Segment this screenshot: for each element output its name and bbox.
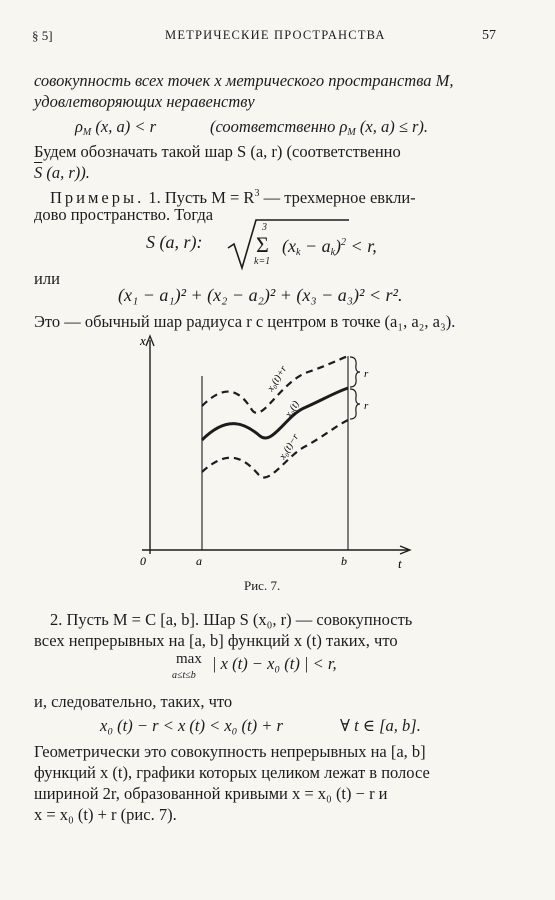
max-word: max: [176, 651, 202, 667]
sum-body-mid: − a: [300, 236, 331, 256]
intro-line-2: удовлетворяющих неравенству: [34, 92, 255, 111]
origin-label: 0: [140, 554, 146, 568]
closing-line-2: функций x (t), графики которых целиком лежат в полосе: [34, 763, 430, 782]
notation-closure-rest: (a, r)).: [42, 163, 90, 182]
figure-7: [136, 332, 416, 577]
axis-t-label: t: [398, 556, 402, 571]
formula-closed-prefix: (соответственно ρ: [210, 117, 348, 136]
ball-sentence: Это — обычный шар радиуса r с центром в точке (a₁, a₂, a₃).: [34, 312, 456, 331]
sum-body-sub2: k: [330, 247, 336, 258]
curve-middle-label: x₀(t): [283, 399, 302, 420]
brace-label-2: r: [364, 400, 369, 412]
curve-lower-label: x₀(t)−r: [277, 432, 302, 462]
sum-symbol: Σ: [256, 232, 269, 257]
brace-label-1: r: [364, 368, 369, 380]
band-inequality: x₀ (t) − r < x (t) < x₀ (t) + r: [100, 716, 283, 735]
closing-line-4: x = x₀ (t) + r (рис. 7).: [34, 805, 177, 824]
figure-7-plot: [136, 332, 416, 572]
curve-upper-label: x₀(t)+r: [265, 364, 290, 394]
example2-line-2: всех непрерывных на [a, b] функций x (t) таких, что: [34, 631, 398, 650]
closing-line-1: Геометрически это совокупность непрерывных на [a, b]: [34, 742, 426, 761]
intro-line-1: совокупность всех точек x метрического пространства M,: [34, 71, 454, 90]
point-b-label: b: [341, 554, 347, 568]
notation-line-2: [34, 162, 90, 184]
point-a-label: a: [196, 554, 202, 568]
examples-line-2: дово пространство. Тогда: [34, 205, 214, 224]
band-quantifier: ∀ t ∈ [a, b].: [340, 716, 421, 735]
example2-line-1: 2. Пусть M = C [a, b]. Шар S (x₀, r) — совокупность: [50, 610, 413, 629]
notation-line-1: Будем обозначать такой шар S (a, r) (соответственно: [34, 142, 401, 161]
curve-middle-solid: [202, 388, 348, 440]
examples-tail: — трехмерное евкли-: [259, 188, 416, 207]
formula-rho-sub: M: [82, 127, 92, 138]
figure-caption: Рис. 7.: [244, 578, 281, 593]
brace-lower: [350, 389, 360, 419]
formula-rho: ρ: [75, 117, 83, 136]
max-body: | x (t) − x₀ (t) | < r,: [212, 654, 337, 673]
sum-body-sup: 2: [341, 237, 347, 248]
consequently-line: и, следовательно, таких, что: [34, 692, 233, 711]
page-number: 57: [482, 28, 496, 43]
sum-body-open: (x: [282, 236, 296, 256]
sum-body-tail: < r,: [346, 236, 377, 256]
formula-expanded: (x₁ − a₁)² + (x₂ − a₂)² + (x₃ − a₃)² < r².: [118, 285, 403, 305]
formula-open-ball: [75, 116, 156, 144]
formula-closed-rest: (x, a) ≤ r).: [359, 117, 429, 136]
notation-closure-s: $\overline{S}$: [34, 163, 43, 182]
curve-lower-dashed: [202, 420, 348, 477]
formula-rest: (x, a) < r: [95, 117, 157, 136]
closing-line-3: шириной 2r, образованной кривыми x = x₀ (t) − r и: [34, 784, 388, 803]
formula-closed-sub: M: [347, 127, 356, 138]
formula-closed-ball: [210, 116, 428, 144]
sum-upper-limit: 3: [262, 222, 267, 233]
examples-text: 1. Пусть M = R: [144, 188, 255, 207]
formula-sum-lhs: S (a, r):: [146, 232, 203, 252]
axis-x-label: x: [140, 333, 146, 348]
running-title: МЕТРИЧЕСКИЕ ПРОСТРАНСТВА: [165, 28, 386, 42]
brace-upper: [350, 357, 360, 387]
sum-lower-limit: k=1: [254, 256, 271, 267]
max-subscript: a≤t≤b: [172, 670, 196, 681]
examples-heading: Примеры.: [50, 188, 145, 207]
examples-sup: 3: [254, 188, 260, 199]
or-word: или: [34, 269, 60, 288]
sum-body: [282, 236, 377, 258]
sum-body-sub1: k: [295, 247, 301, 258]
section-number: § 5]: [32, 28, 53, 43]
sum-body-close: ): [335, 236, 342, 256]
